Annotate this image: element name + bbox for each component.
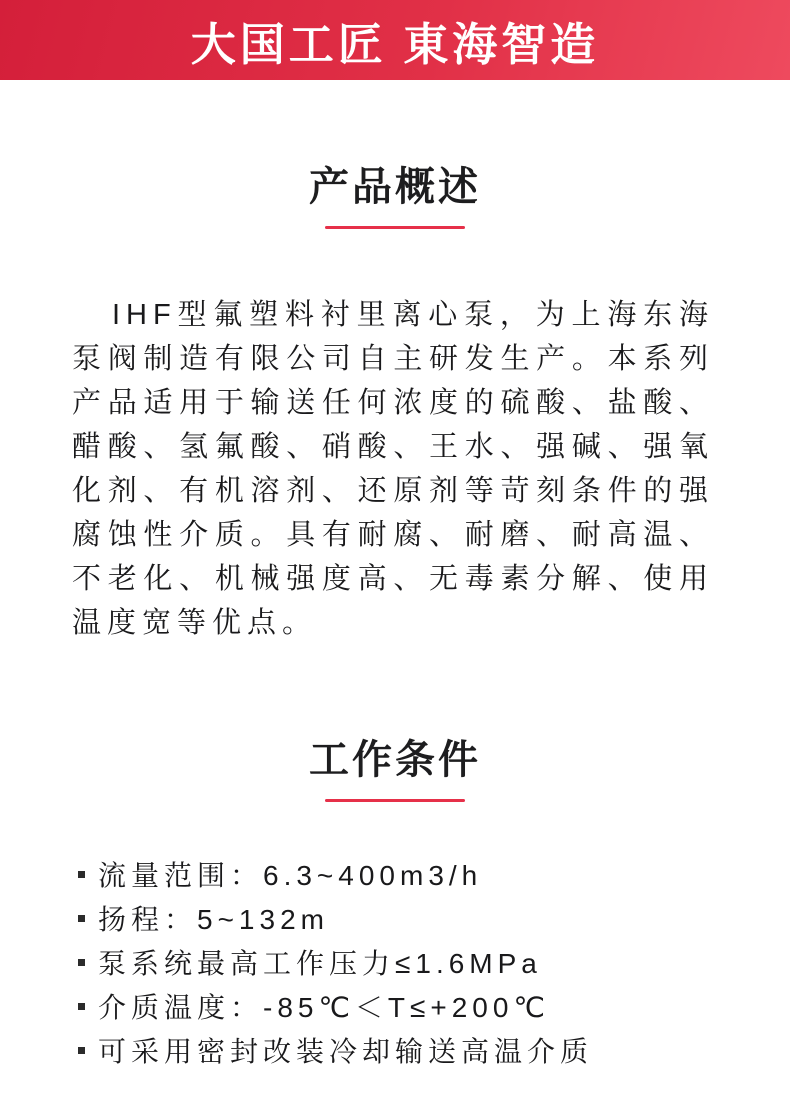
conditions-title-underline (325, 799, 465, 802)
spec-item-max-pressure (78, 940, 720, 984)
overview-paragraph: IHF型氟塑料衬里离心泵，为上海东海泵阀制造有限公司自主研发生产。本系列产品适用于输送任何浓度的硫酸、盐酸、醋酸、氢氟酸、硝酸、王水、强碱、强氧化剂、有机溶剂、还原剂等苛刻条件的强腐蚀性介质。具有耐腐、耐磨、耐高温、不老化、机械强度高、无毒素分解、使用温度宽等优点。 (72, 299, 714, 640)
overview-title: 产品概述 (309, 165, 481, 209)
conditions-title-block (0, 737, 790, 802)
conditions-title: 工作条件 (309, 738, 481, 783)
banner-title: 大国工匠 東海智造 (190, 18, 600, 70)
spec-text-seal-cooling: 可采用密封改装冷却输送高温介质 (98, 1036, 594, 1068)
bullet-dot (78, 871, 85, 878)
spec-item-seal-cooling (78, 1028, 720, 1072)
section-working-conditions (0, 737, 790, 1072)
overview-title-underline (325, 226, 465, 229)
spec-text-flow-range: 流量范围：6.3~400m3/h (98, 860, 483, 892)
overview-title-block (0, 164, 790, 229)
spec-list (78, 852, 720, 1072)
spec-text-medium-temperature: 介质温度：-85℃＜T≤+200℃ (98, 992, 550, 1024)
spec-item-flow-range (78, 852, 720, 896)
spec-item-medium-temperature (78, 984, 720, 1028)
bullet-dot (78, 959, 85, 966)
bullet-dot (78, 915, 85, 922)
bullet-dot (78, 1047, 85, 1054)
bullet-dot (78, 1003, 85, 1010)
spec-item-head (78, 896, 720, 940)
spec-text-max-pressure: 泵系统最高工作压力≤1.6MPa (98, 948, 542, 980)
header-banner (0, 0, 790, 80)
spec-text-head: 扬程：5~132m (98, 904, 329, 936)
section-overview (0, 164, 790, 645)
